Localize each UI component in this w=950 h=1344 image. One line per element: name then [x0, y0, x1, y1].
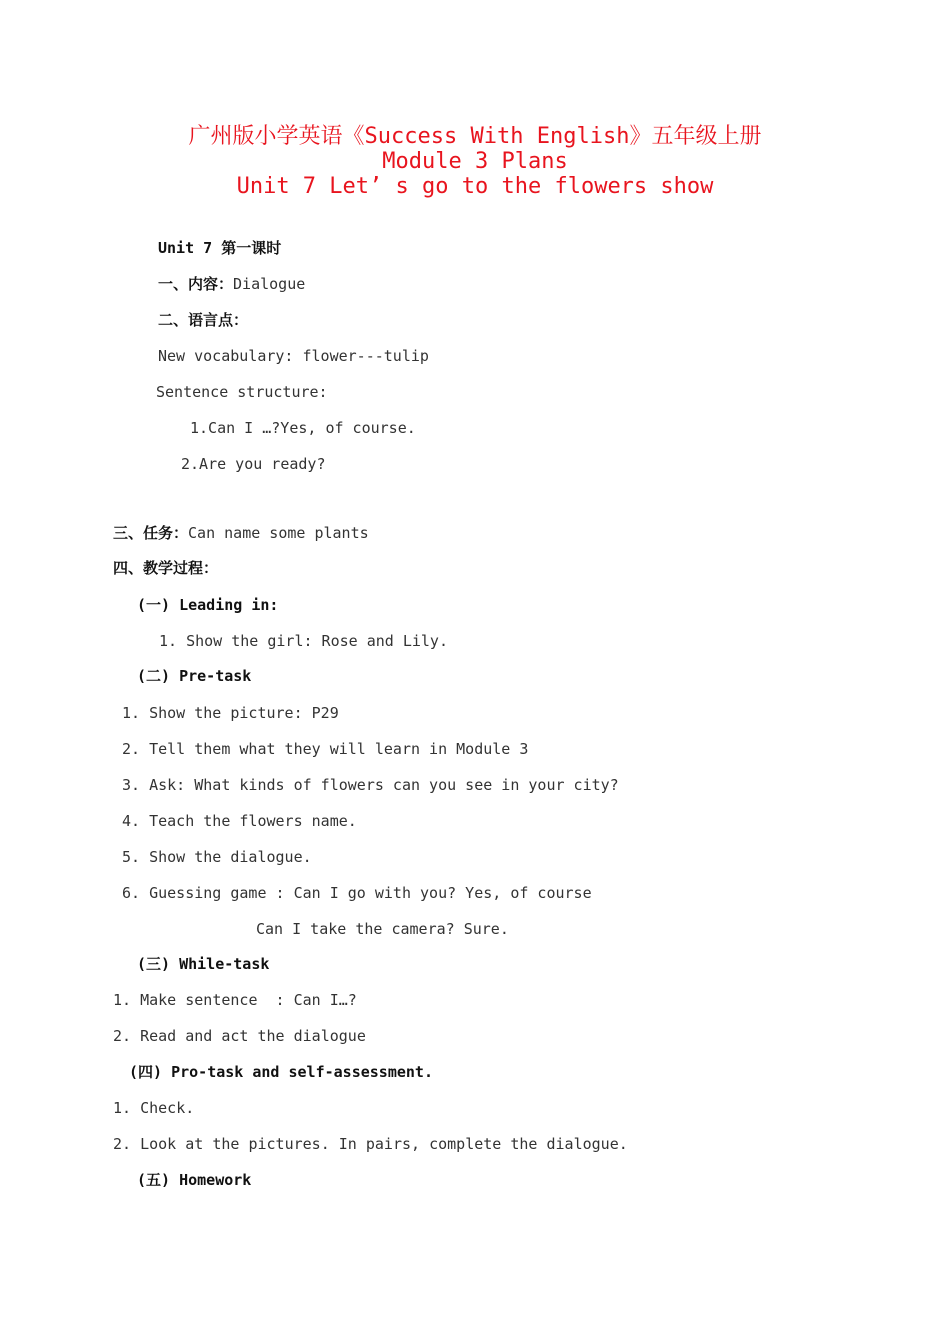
- section-header-leading: (一) Leading in:: [137, 596, 279, 614]
- list-item: 6. Guessing game : Can I go with you? Yes, of course: [122, 884, 592, 902]
- content-value: Dialogue: [233, 275, 306, 293]
- content-label: 一、内容：: [158, 275, 234, 293]
- section-header-whiletask: (三) While-task: [137, 955, 270, 973]
- list-item: 1. Make sentence : Can I…?: [113, 991, 357, 1009]
- list-item: 2. Look at the pictures. In pairs, complete the dialogue.: [113, 1135, 628, 1153]
- list-item: 4. Teach the flowers name.: [122, 812, 357, 830]
- list-item: 1. Show the girl: Rose and Lily.: [159, 632, 448, 650]
- list-item: 1. Check.: [113, 1099, 195, 1117]
- structure-item: 1.Can I …?Yes, of course.: [190, 419, 416, 437]
- section-header-pretask: (二) Pre-task: [137, 667, 252, 685]
- document-title: 广州版小学英语《Success With English》五年级上册: [188, 124, 762, 149]
- list-item: 1. Show the picture: P29: [122, 704, 339, 722]
- task-value: Can name some plants: [188, 524, 369, 542]
- section-header-homework: (五) Homework: [137, 1171, 252, 1189]
- list-item-continuation: Can I take the camera? Sure.: [256, 920, 509, 938]
- task-label: 三、任务：: [113, 524, 189, 542]
- list-item: 2. Read and act the dialogue: [113, 1027, 366, 1045]
- module-title: Module 3 Plans: [382, 149, 568, 174]
- unit-title: Unit 7 Let’ s go to the flowers show: [236, 174, 714, 199]
- language-points-label: 二、语言点：: [158, 311, 249, 329]
- section-header-protask: (四) Pro-task and self-assessment.: [129, 1063, 433, 1081]
- vocabulary-line: New vocabulary: flower---tulip: [158, 347, 429, 365]
- content-row: [158, 274, 305, 294]
- process-label: 四、教学过程：: [113, 559, 219, 577]
- structure-label: Sentence structure:: [156, 383, 328, 401]
- list-item: 5. Show the dialogue.: [122, 848, 312, 866]
- list-item: 3. Ask: What kinds of flowers can you see in your city?: [122, 776, 619, 794]
- task-row: [113, 523, 369, 543]
- lesson-heading: Unit 7 第一课时: [158, 239, 282, 257]
- structure-item: 2.Are you ready?: [181, 455, 326, 473]
- list-item: 2. Tell them what they will learn in Module 3: [122, 740, 529, 758]
